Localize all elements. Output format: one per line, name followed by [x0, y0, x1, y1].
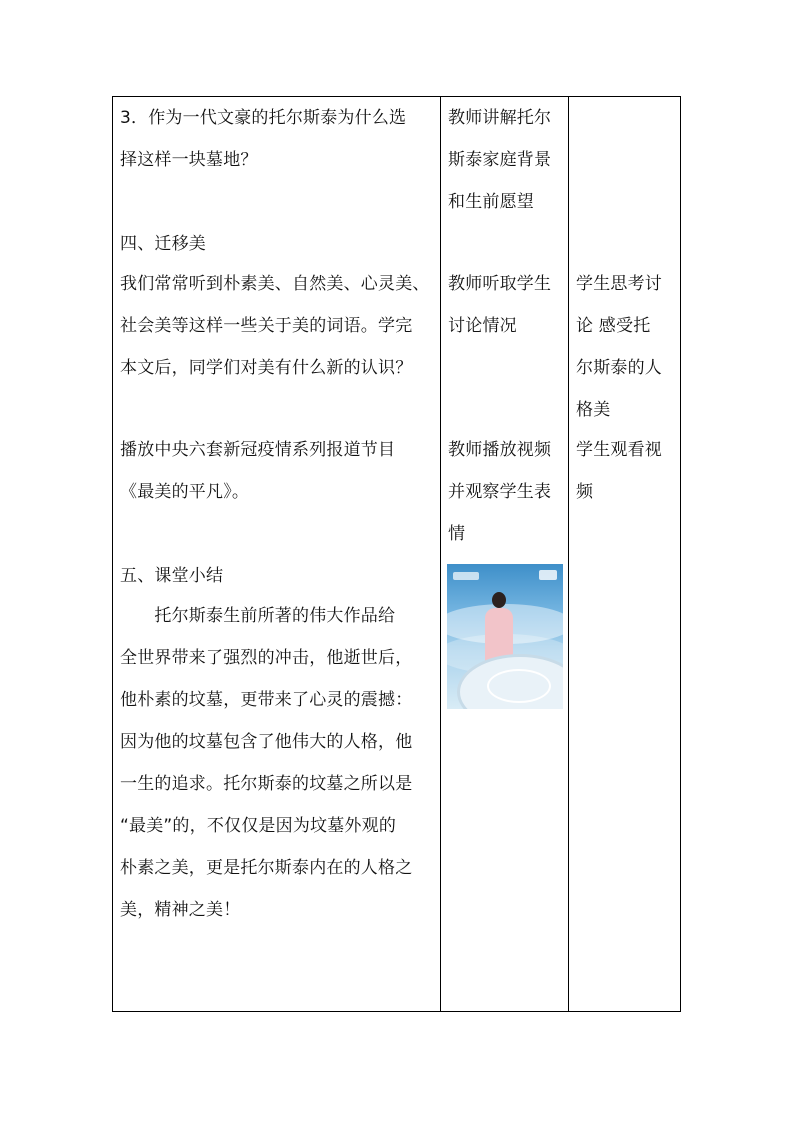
teacher-activity-line: 教师听取学生 [448, 274, 552, 294]
teacher-activity-line: 教师播放视频 [448, 440, 552, 460]
content-line: 社会美等这样一些关于美的词语。学完 [120, 316, 413, 336]
thumbnail-tag [453, 572, 479, 580]
content-line: 因为他的坟墓包含了他伟大的人格，他 [120, 732, 413, 752]
student-activity-line: 学生观看视 [576, 440, 662, 460]
content-line: 《最美的平凡》。 [120, 482, 250, 502]
section-heading: 四、迁移美 [120, 234, 206, 254]
teacher-activity-line: 和生前愿望 [448, 192, 534, 212]
studio-ring [487, 669, 551, 703]
teacher-activity-line: 并观察学生表 [448, 482, 552, 502]
content-line: 播放中央六套新冠疫情系列报道节目 [120, 440, 396, 460]
content-line: 他朴素的坟墓，更带来了心灵的震撼： [120, 690, 413, 710]
presenter-head [492, 592, 506, 608]
content-line: 择这样一块墓地？ [120, 150, 258, 170]
content-line: 朴素之美，更是托尔斯泰内在的人格之 [120, 858, 413, 878]
content-line: 一生的追求。托尔斯泰的坟墓之所以是 [120, 774, 413, 794]
channel-logo-icon [539, 570, 557, 580]
teacher-activity-line: 教师讲解托尔 [448, 108, 552, 128]
content-line: 我们常常听到朴素美、自然美、心灵美、 [120, 274, 430, 294]
content-line: “最美”的，不仅仅是因为坟墓外观的 [120, 816, 397, 836]
teacher-activity-line: 讨论情况 [448, 316, 517, 336]
content-line: 全世界带来了强烈的冲击，他逝世后， [120, 648, 413, 668]
section-heading: 五、课堂小结 [120, 566, 224, 586]
content-line: 本文后，同学们对美有什么新的认识？ [120, 358, 413, 378]
student-activity-line: 学生思考讨 [576, 274, 662, 294]
column-divider-2 [568, 96, 569, 1012]
column-divider-1 [440, 96, 441, 1012]
student-activity-line: 论 感受托 [576, 316, 651, 336]
student-activity-line: 频 [576, 482, 594, 502]
teacher-activity-line: 斯泰家庭背景 [448, 150, 552, 170]
teacher-activity-line: 情 [448, 524, 466, 544]
content-line: 美，精神之美！ [120, 900, 241, 920]
student-activity-line: 格美 [576, 400, 611, 420]
video-thumbnail[interactable] [447, 564, 563, 709]
content-line: 托尔斯泰生前所著的伟大作品给 [120, 606, 396, 626]
student-activity-line: 尔斯泰的人 [576, 358, 662, 378]
content-line: 3．作为一代文豪的托尔斯泰为什么选 [120, 108, 407, 128]
